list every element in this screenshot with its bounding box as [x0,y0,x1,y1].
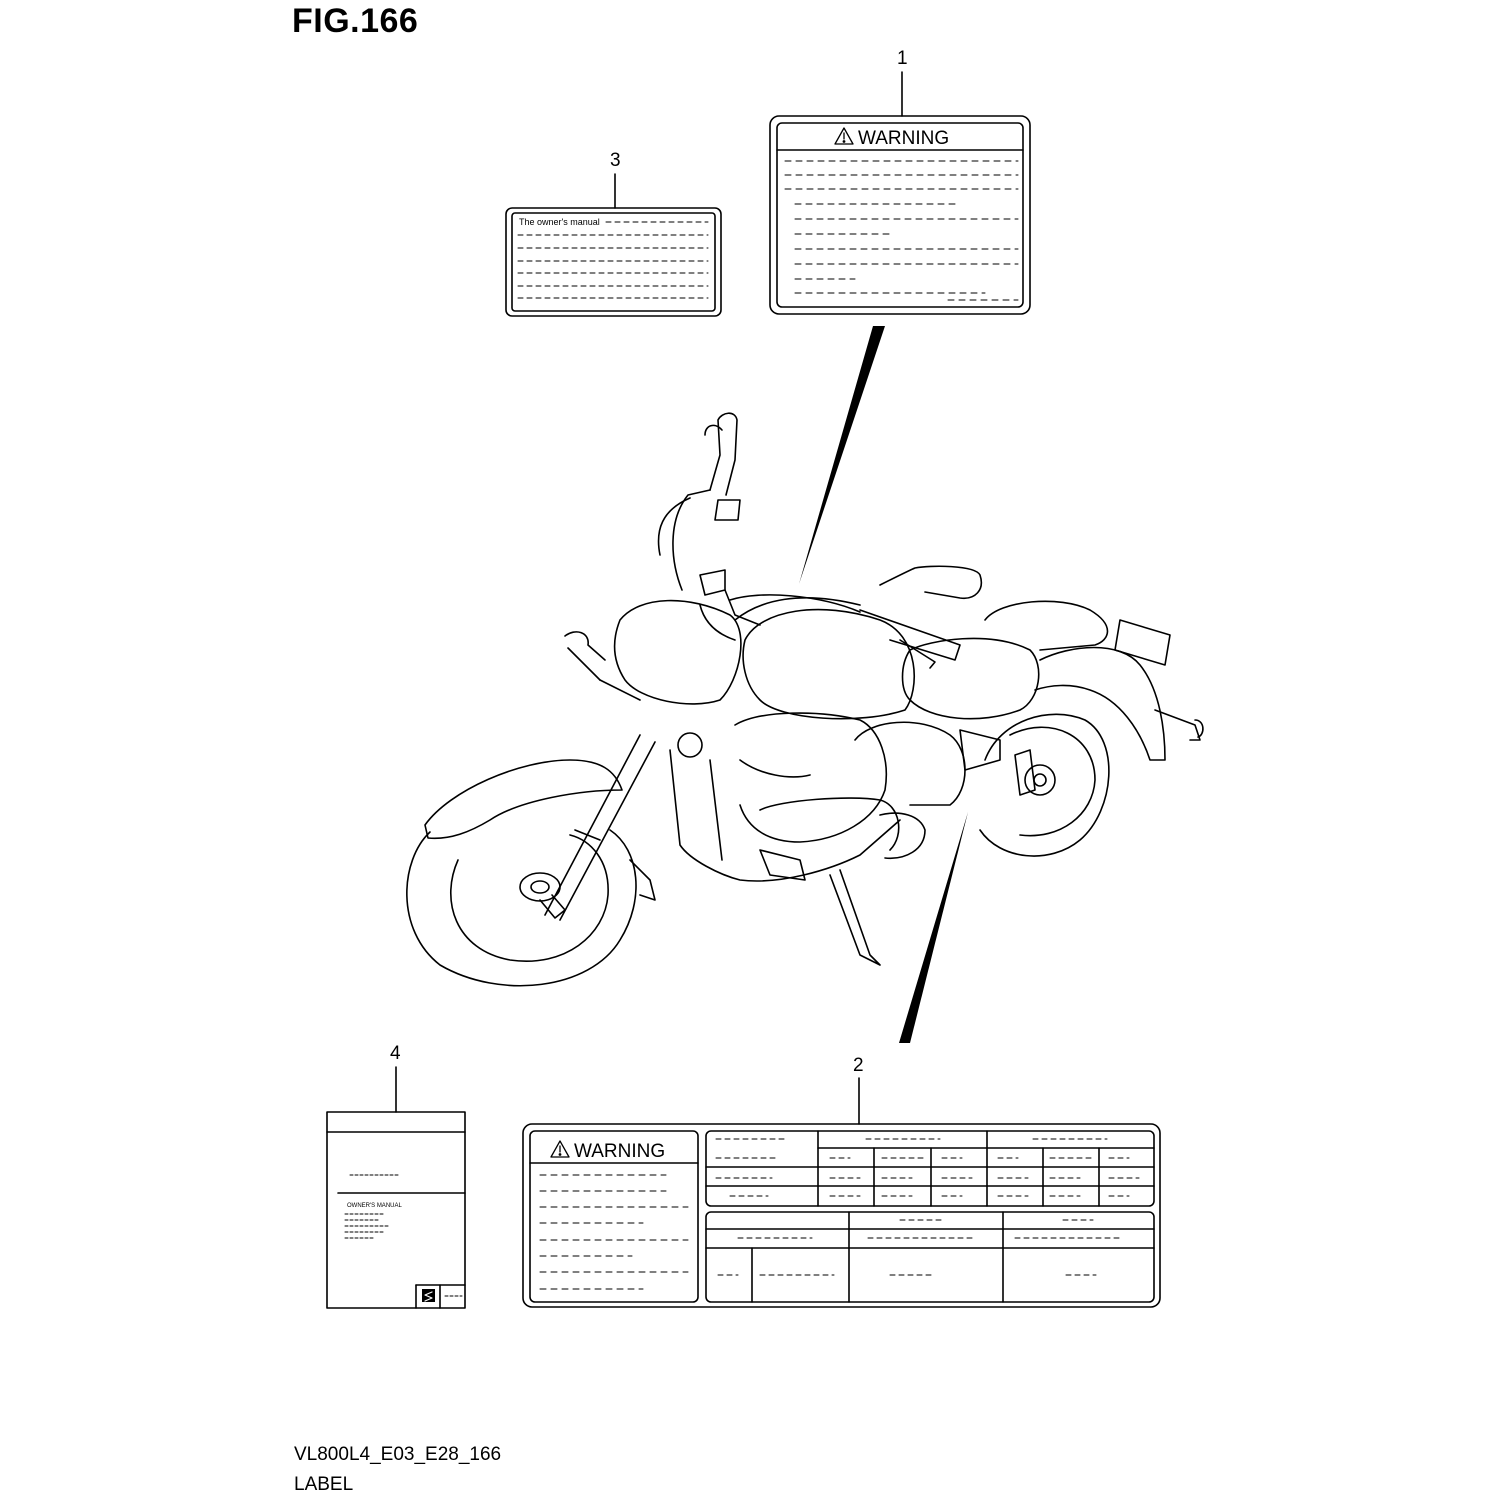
callout-number-4: 4 [390,1043,401,1064]
brand-logo-icon [422,1289,435,1302]
callout-number-1: 1 [897,48,908,69]
callout-number-3: 3 [610,150,621,171]
label-3-owners-manual-sticker [506,174,721,316]
label-4-owners-manual-booklet [327,1067,465,1308]
callout-number-2: 2 [853,1055,864,1076]
label-3-first-line: The owner's manual [519,217,600,227]
figure-title: FIG.166 [292,2,419,40]
motorcycle-illustration [407,413,1203,985]
label-2-warning-table-sticker [523,1078,1160,1307]
warning-triangle-icon [835,128,853,144]
label-1-warning-sticker [770,72,1030,314]
label-2-leader [899,812,968,1043]
diagram-model-code: VL800L4_E03_E28_166 [294,1444,502,1465]
diagram-section-name: LABEL [294,1474,354,1495]
warning-triangle-icon [551,1141,569,1157]
label-4-booklet-title: OWNER'S MANUAL [347,1203,402,1209]
label-1-warning-heading: WARNING [858,128,950,149]
label-1-leader [799,326,885,584]
label-2-warning-heading: WARNING [574,1141,666,1162]
